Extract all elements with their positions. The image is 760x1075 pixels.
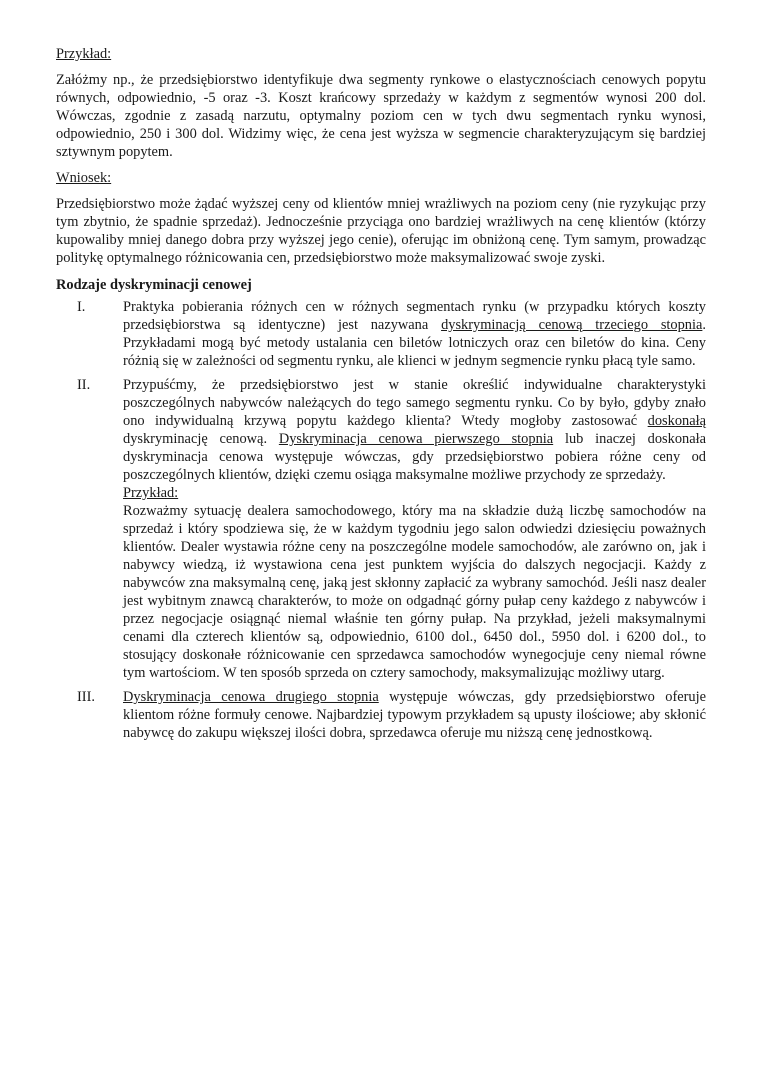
list-numeral: III. bbox=[77, 689, 95, 705]
list-item-text: Dyskryminacja cenowa drugiego stopnia występuje wówczas, gdy przedsiębiorstwo oferuje klientom różne formuły cenowe. Najbardziej typowym przykładem są upusty ilościowe; aby skłonić nabywcę do zakupu większej ilości dobra, sprzedawca oferuje mu niższą cenę jednostkową. bbox=[123, 689, 706, 741]
term-perfect: doskonałą bbox=[647, 413, 706, 429]
conclusion-paragraph: Przedsiębiorstwo może żądać wyższej ceny od klientów mniej wrażliwych na poziom ceny (nie ryzykując przy tym zbytnio, że spadnie sprzedaż). Jednocześnie przyciąga ono bardziej wrażliwych na cenę klientów (którzy kupowaliby mniej danego dobra przy wyższej jego cenie), oferując im obniżoną cenę. Tym samym, prowadząc politykę optymalnego różnicowania cen, przedsiębiorstwo może maksymalizować swoje zyski. bbox=[56, 196, 706, 266]
nested-example-heading bbox=[123, 484, 706, 502]
list-numeral: II. bbox=[77, 377, 91, 393]
term-third-degree: dyskryminacją cenową trzeciego stopnia bbox=[441, 317, 703, 333]
conclusion-heading bbox=[56, 169, 706, 187]
list-item-1 bbox=[56, 298, 706, 370]
list-item-2 bbox=[56, 376, 706, 682]
term-first-degree: Dyskryminacja cenowa pierwszego stopnia bbox=[278, 431, 554, 447]
term-second-degree: Dyskryminacja cenowa drugiego stopnia bbox=[123, 689, 379, 705]
example-heading bbox=[56, 45, 706, 63]
list-item-3 bbox=[56, 688, 706, 742]
list-item-text: Praktyka pobierania różnych cen w różnych segmentach rynku (w przypadku których koszty przedsiębiorstwa są identyczne) jest nazywana dyskryminacją cenową trzeciego stopnia. Przykładami mogą być metody ustalania cen biletów lotniczych oraz cen biletów do kina. Ceny różnią się w zależności od segmentu rynku, ale klienci w jednym segmencie rynku płacą tyle samo. bbox=[123, 299, 706, 369]
list-item-text: Przypuśćmy, że przedsiębiorstwo jest w stanie określić indywidualne charakterystyki poszczególnych nabywców należących do tego samego segmentu rynku. Co by było, gdyby znało ono indywidualną krzywą popytu każdego klienta? Wtedy mogłoby zastosować doskonałą dyskryminację cenową. Dyskryminacja cenowa pierwszego stopnia lub inaczej doskonała dyskryminacja cenowa występuje wówczas, gdy przedsiębiorstwo pobiera różne ceny od poszczególnych klientów, dzięki czemu osiąga maksymalne możliwe przychody ze sprzedaży. bbox=[123, 377, 707, 483]
example-paragraph: Załóżmy np., że przedsiębiorstwo identyfikuje dwa segmenty rynkowe o elastycznościach cenowych popytu równych, odpowiednio, -5 oraz -3. Koszt krańcowy sprzedaży w każdym z segmentów wynosi 200 dol. Wówczas, zgodnie z zasadą narzutu, optymalny poziom cen w tych dwu segmentach rynku wynosi, odpowiednio, 250 i 300 dol. Widzimy więc, że cena jest wyższa w segmencie charakteryzującym się bardziej sztywnym popytem. bbox=[56, 72, 706, 160]
discrimination-list bbox=[56, 298, 706, 742]
example-label: Przykład: bbox=[56, 46, 112, 62]
section-title: Rodzaje dyskryminacji cenowej bbox=[56, 277, 252, 293]
conclusion-label: Wniosek: bbox=[56, 170, 112, 186]
nested-example-label: Przykład: bbox=[123, 485, 179, 501]
list-numeral: I. bbox=[77, 299, 86, 315]
nested-example-paragraph: Rozważmy sytuację dealera samochodowego, który ma na składzie dużą liczbę samochodów na sprzedaż i który spodziewa się, że w każdym tygodniu jego salon odwiedzi dziesięciu poważnych klientów. Dealer wystawia różne ceny na poszczególne modele samochodów, ale zarówno on, jak i nabywcy wiedzą, iż wystawiona cena jest punktem wyjścia do dalszych negocjacji. Każdy z nabywców zna maksymalną cenę, jaką jest skłonny zapłacić za wybrany samochód. Jeśli nasz dealer jest wybitnym znawcą charakterów, to może on odgadnąć górny pułap ceny każdego z nabywców i przez negocjacje osiągnąć niemal właśnie ten górny pułap. Na przykład, jeżeli maksymalnymi cenami dla czterech klientów są, odpowiednio, 6100 dol., 6450 dol., 5950 dol. i 6200 dol., to stosujący doskonałe różnicowanie cen sprzedawca samochodów wynegocjuje ceny niemal równe tym wartościom. W ten sposób sprzeda on cztery samochody, maksymalizując możliwy utarg. bbox=[123, 503, 706, 681]
document-page bbox=[56, 45, 706, 742]
